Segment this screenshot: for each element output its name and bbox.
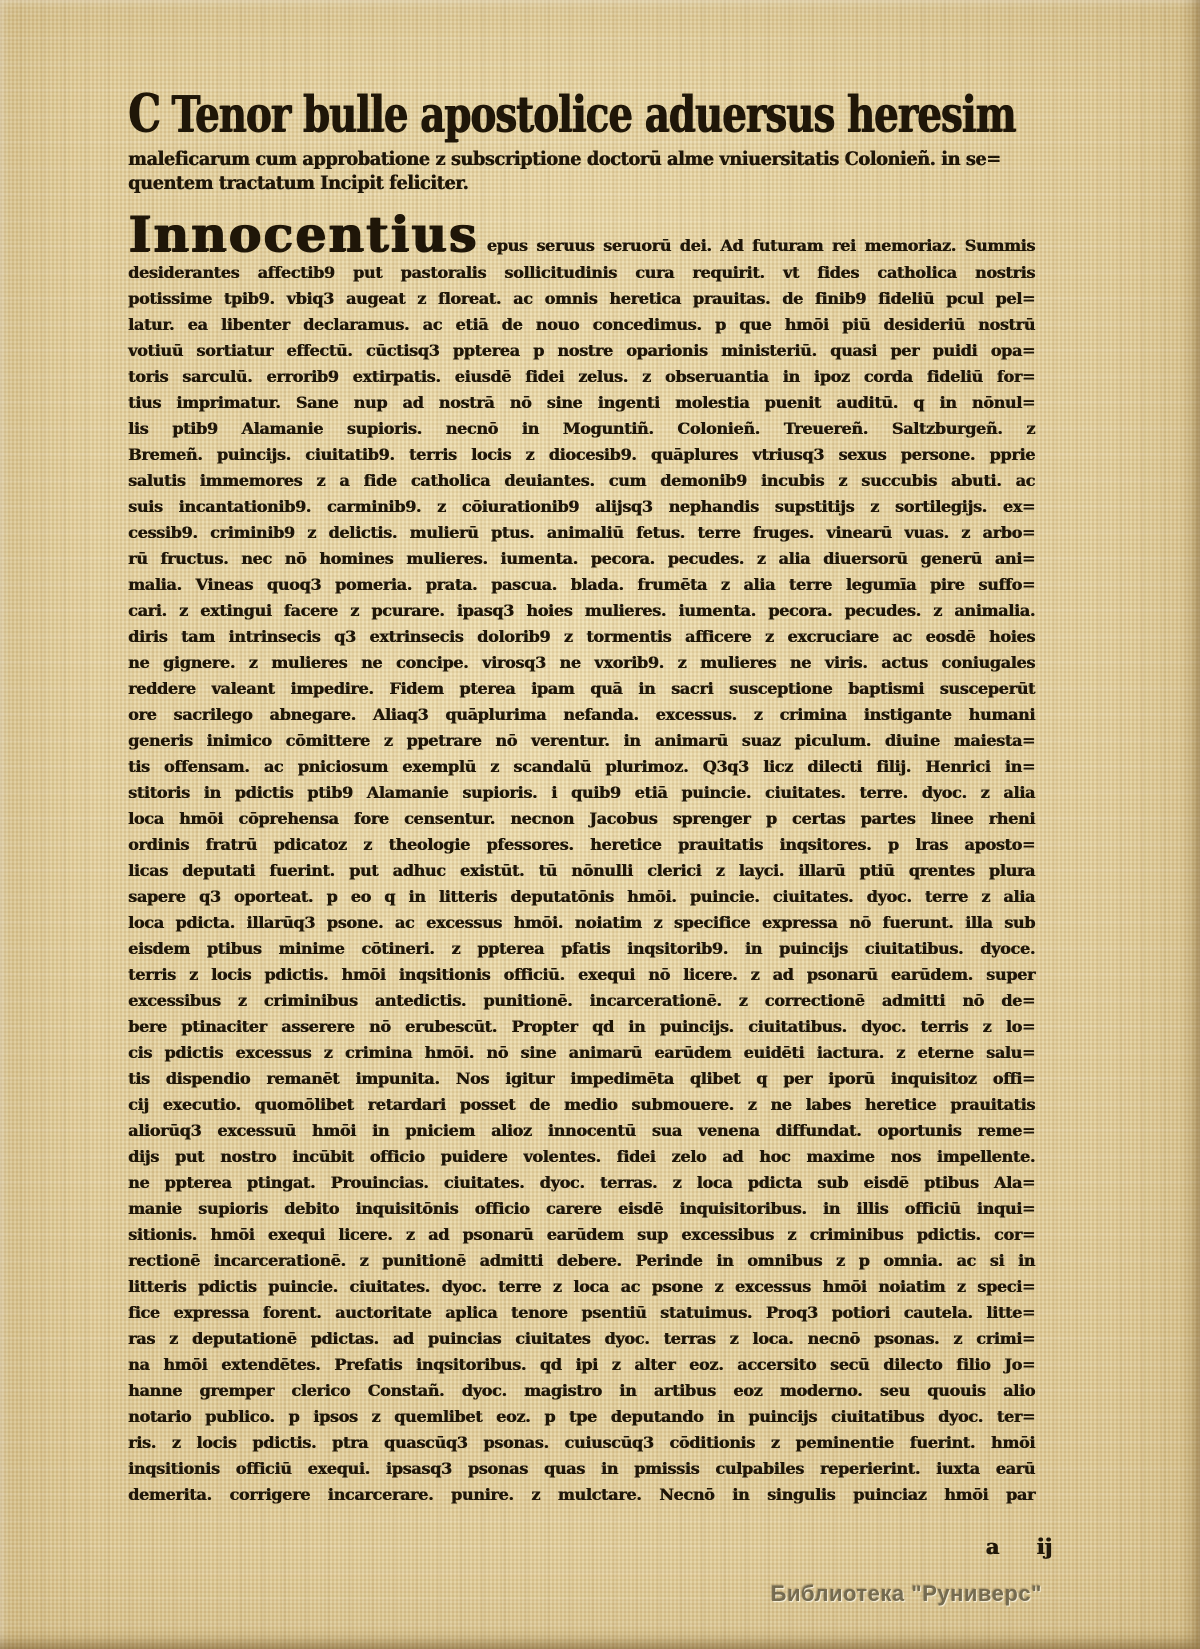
text-line: inqsitionis officiū exequi. ipsasq3 psonas quas in pmissis culpabiles reperierint. iuxta earū (128, 1459, 1035, 1478)
text-line: fice expressa forent. auctoritate aplica tenore psentiū statuimus. Proq3 potiori cautela. litte= (128, 1303, 1035, 1322)
text-line: Bremeñ. puincijs. ciuitatib9. terris locis z diocesib9. quāplures vtriusq3 sexus persone. pprie (128, 445, 1035, 464)
text-line: lis ptib9 Alamanie supioris. necnō in Moguntiñ. Colonieñ. Treuereñ. Saltzburgeñ. z (128, 419, 1035, 438)
text-line: rū fructus. nec nō homines mulieres. iumenta. pecora. pecudes. z alia diuersorū generū ani= (128, 549, 1035, 568)
text-line: desiderantes affectib9 put pastoralis sollicitudinis cura requirit. vt fides catholica nostris (128, 263, 1035, 282)
text-line: ore sacrilego abnegare. Aliaq3 quāplurima nefanda. excessus. z crimina instigante humani (128, 705, 1035, 724)
incipit-word: Innocentius (128, 205, 478, 263)
text-line: cessib9. criminib9 z delictis. mulierū ptus. animaliū fetus. terre fruges. vinearū vuas. z arbo= (128, 523, 1035, 542)
text-line: votiuū sortiatur effectū. cūctisq3 ppterea p nostre oparionis ministeriū. quasi per puidi opa= (128, 341, 1035, 360)
text-line: rectionē incarcerationē. z punitionē admitti debere. Perinde in omnibus z p omnia. ac si in (128, 1251, 1035, 1270)
text-line: manie supioris debito inquisitōnis officio carere eisdē inquisitoribus. in illis officiū inqui= (128, 1199, 1035, 1218)
library-watermark: Библиотека "Руниверс" (770, 1581, 1042, 1606)
text-line: licas deputati fuerint. put adhuc existūt. tū nōnulli clerici z layci. illarū ptiū qrentes plura (128, 861, 1035, 880)
title-line-2: maleficarum cum approbatione z subscriptione doctorū alme vniuersitatis Colonieñ. in se= (128, 148, 1001, 170)
text-line: ras z deputationē pdictas. ad puincias ciuitates dyoc. terras z loca. necnō psonas. z crimi= (128, 1329, 1035, 1348)
text-line: bere ptinaciter asserere nō erubescūt. Propter qd in puincijs. ciuitatibus. dyoc. terris z lo= (128, 1017, 1035, 1036)
text-line: na hmōi extendētes. Prefatis inqsitoribus. qd ipi z alter eoz. accersito secū dilecto filio Jo= (128, 1355, 1035, 1374)
text-line: reddere valeant impedire. Fidem pterea ipam quā in sacri susceptione baptismi susceperūt (128, 679, 1035, 698)
text-line: sitionis. hmōi exequi licere. z ad psonarū earūdem sup excessibus z criminibus pdictis. cor= (128, 1225, 1035, 1244)
text-line: stitoris in pdictis ptib9 Alamanie supioris. i quib9 etiā puincie. ciuitates. terre. dyoc. z alia (128, 783, 1035, 802)
title-line-3: quentem tractatum Incipit feliciter. (128, 172, 469, 194)
text-line: cij executio. quomōlibet retardari posset de medio submouere. z ne labes heretice prauitatis (128, 1095, 1035, 1114)
text-line: diris tam intrinsecis q3 extrinsecis dolorib9 z tormentis afficere z excruciare ac eosdē hoies (128, 627, 1035, 646)
text-line: cari. z extingui facere z pcurare. ipasq3 hoies mulieres. iumenta. pecora. pecudes. z animalia. (128, 601, 1035, 620)
capitulum-icon: Ϲ (128, 82, 160, 145)
text-line: notario publico. p ipsos z quemlibet eoz. p tpe deputando in puincijs ciuitatibus dyoc. ter= (128, 1407, 1035, 1426)
text-line-first (128, 205, 1035, 263)
text-line: tius imprimatur. Sane nup ad nostrā nō sine ingenti molestia puenit auditū. q in nōnul= (128, 393, 1035, 412)
text-line: ris. z locis pdictis. ptra quascūq3 psonas. cuiuscūq3 cōditionis z peminentie fuerint. hmōi (128, 1433, 1035, 1452)
text-line: tis offensam. ac pniciosum exemplū z scandalū plurimoz. Q3q3 licz dilecti filij. Henrici in= (128, 757, 1035, 776)
title-block (128, 84, 1043, 196)
quire-signature: a ij (985, 1534, 1052, 1559)
text-line: loca pdicta. illarūq3 psone. ac excessus hmōi. noiatim z specifice expressa nō fuerunt. illa sub (128, 913, 1035, 932)
text-line: ne gignere. z mulieres ne concipe. virosq3 ne vxorib9. z mulieres ne viris. actus coniugales (128, 653, 1035, 672)
text-line: ordinis fratrū pdicatoz z theologie pfessores. heretice prauitatis inqsitores. p lras aposto= (128, 835, 1035, 854)
text-line: loca hmōi cōprehensa fore censentur. necnon Jacobus sprenger p certas partes linee rheni (128, 809, 1035, 828)
first-line-text: epus seruus seruorū dei. Ad futuram rei memoriaz. Summis (486, 236, 1035, 255)
text-line: aliorūq3 excessuū hmōi in pniciem alioz innocentū sua venena diffundat. oportunis reme= (128, 1121, 1035, 1140)
text-line: toris sarculū. errorib9 extirpatis. eiusdē fidei zelus. z obseruantia in ipoz corda fideliū for= (128, 367, 1035, 386)
title-line-1: Tenor bulle apostolice aduersus heresim (171, 86, 1016, 145)
text-line: terris z locis pdictis. hmōi inqsitionis officiū. exequi nō licere. z ad psonarū earūdem. super (128, 965, 1035, 984)
text-line: dijs put nostro incūbit officio puidere volentes. fidei zelo ad hoc maxime nos impellente. (128, 1147, 1035, 1166)
text-line: excessibus z criminibus antedictis. punitionē. incarcerationē. z correctionē admitti nō de= (128, 991, 1035, 1010)
bull-body-text (128, 205, 1035, 1508)
text-line: latur. ea libenter declaramus. ac etiā de nouo concedimus. p que hmōi piū desideriū nostrū (128, 315, 1035, 334)
text-line: eisdem ptibus minime cōtineri. z ppterea pfatis inqsitorib9. in puincijs ciuitatibus. dyoce. (128, 939, 1035, 958)
text-line: tis dispendio remanēt impunita. Nos igitur impedimēta qlibet q per iporū inquisitoz offi= (128, 1069, 1035, 1088)
text-line: sapere q3 oporteat. p eo q in litteris deputatōnis hmōi. puincie. ciuitates. dyoc. terre z alia (128, 887, 1035, 906)
text-line: generis inimico cōmittere z ppetrare nō verentur. in animarū suaz piculum. diuine maiesta= (128, 731, 1035, 750)
text-line: suis incantationib9. carminib9. z cōiurationib9 alijsq3 nephandis supstitijs z sortilegijs. ex= (128, 497, 1035, 516)
text-line: hanne gremper clerico Constañ. dyoc. magistro in artibus eoz moderno. seu quouis alio (128, 1381, 1035, 1400)
text-line: litteris pdictis puincie. ciuitates. dyoc. terre z loca ac psone z excessus hmōi noiatim z speci= (128, 1277, 1035, 1296)
text-line: ne ppterea ptingat. Prouincias. ciuitates. dyoc. terras. z loca pdicta sub eisdē ptibus Ala= (128, 1173, 1035, 1192)
text-line: cis pdictis excessus z crimina hmōi. nō sine animarū earūdem euidēti iactura. z eterne salu= (128, 1043, 1035, 1062)
text-line: potissime tpib9. vbiq3 augeat z floreat. ac omnis heretica prauitas. de finib9 fideliū pcul pel= (128, 289, 1035, 308)
text-line: malia. Vineas quoq3 pomeria. prata. pascua. blada. frumēta z alia terre legumīa pire suffo= (128, 575, 1035, 594)
text-line: salutis immemores z a fide catholica deuiantes. cum demonib9 incubis z succubis abuti. ac (128, 471, 1035, 490)
body-lines (128, 260, 1035, 1508)
text-line: demerita. corrigere incarcerare. punire. z mulctare. Necnō in singulis puinciaz hmōi par (128, 1485, 1035, 1504)
bull-title (128, 84, 1043, 148)
